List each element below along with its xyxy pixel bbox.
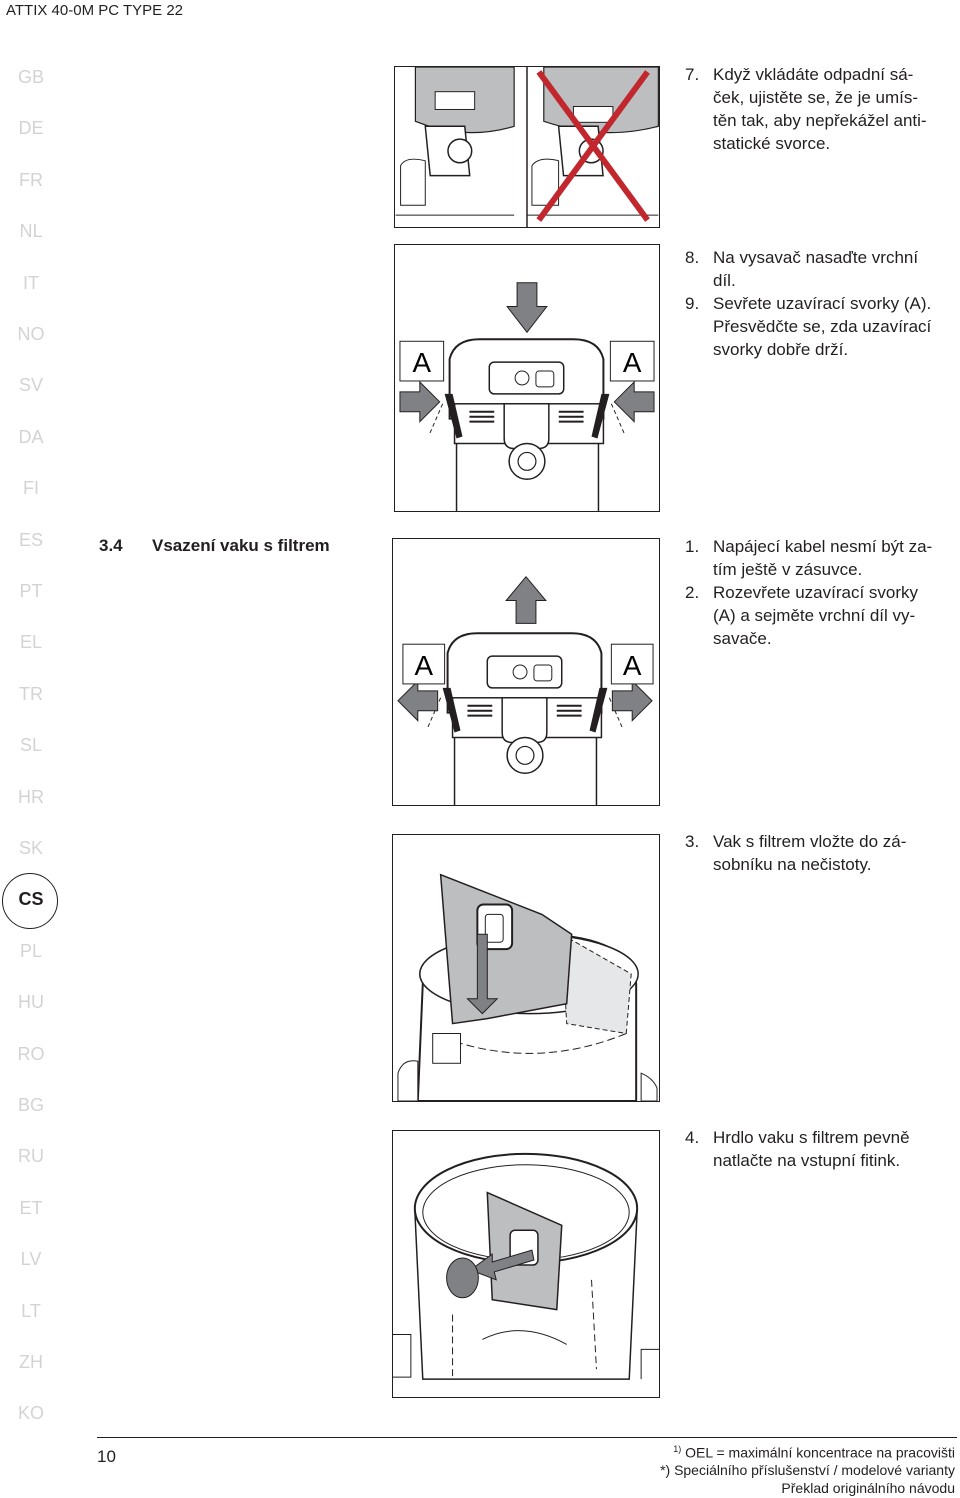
- footnote-oel-text: OEL = maximální koncentrace na pracovišti: [685, 1444, 955, 1461]
- instruction-step: [685, 1126, 910, 1172]
- language-tab-el[interactable]: EL: [19, 632, 43, 653]
- language-tab-zh[interactable]: ZH: [19, 1352, 43, 1372]
- step-text-line: ček, ujistěte se, že je umís-: [713, 88, 919, 107]
- arrow-left-icon: [398, 681, 438, 721]
- language-tab-hu[interactable]: HU: [18, 992, 44, 1013]
- instruction-step: [685, 292, 932, 361]
- step-text-line: Přesvědčte se, zda uzavírací: [713, 317, 932, 336]
- figure-close-clamps: [394, 244, 660, 512]
- step-text-line: statické svorce.: [713, 134, 831, 153]
- step-text-line: díl.: [713, 271, 736, 290]
- section-title: Vsazení vaku s filtrem: [152, 536, 330, 555]
- step-number: 2.: [685, 583, 700, 602]
- step-number: 4.: [685, 1128, 700, 1147]
- step-number: 9.: [685, 294, 700, 313]
- arrow-down-icon: [507, 283, 547, 333]
- figure-insert-filter-bag: [392, 834, 660, 1102]
- language-tab-fr[interactable]: FR: [19, 169, 43, 190]
- clamp-label-left: A: [414, 649, 434, 681]
- step-text-line: savače.: [713, 629, 772, 648]
- language-tab-nl[interactable]: NL: [19, 221, 43, 242]
- instruction-step: [685, 581, 919, 650]
- step-text-line: Napájecí kabel nesmí být za-: [713, 537, 933, 556]
- arrow-left-icon: [614, 382, 654, 422]
- language-tab-bg[interactable]: BG: [17, 1095, 44, 1115]
- step-number: 3.: [685, 832, 700, 851]
- language-tab-sl[interactable]: SL: [19, 735, 43, 756]
- open-clamps-illustration: [393, 539, 659, 805]
- step-text-line: Na vysavač nasaďte vrchní: [713, 248, 919, 267]
- language-tab-lv[interactable]: LV: [20, 1249, 42, 1270]
- clamp-label-left: A: [412, 347, 432, 379]
- figure-press-bag-on-inlet: [392, 1130, 660, 1398]
- footer-divider: [97, 1437, 957, 1438]
- language-tab-ko[interactable]: KO: [17, 1403, 44, 1424]
- clamp-label-right: A: [622, 649, 642, 681]
- language-tab-lt[interactable]: LT: [21, 1300, 41, 1321]
- language-tab-es[interactable]: ES: [18, 529, 43, 550]
- step-text-line: Sevřete uzavírací svorky (A).: [713, 294, 932, 313]
- step-text-line: Vak s filtrem vložte do zá-: [713, 832, 907, 851]
- clamp-label-right: A: [622, 347, 642, 379]
- step-text-line: Hrdlo vaku s filtrem pevně: [713, 1128, 910, 1147]
- step-number: 7.: [685, 65, 700, 84]
- instruction-step: [685, 246, 919, 292]
- language-tab-sv[interactable]: SV: [18, 375, 43, 396]
- language-tab-sk[interactable]: SK: [18, 838, 43, 858]
- arrow-right-icon: [612, 681, 652, 721]
- document-header: ATTIX 40-0M PC TYPE 22: [6, 2, 184, 19]
- language-tab-da[interactable]: DA: [18, 426, 44, 447]
- active-language-circle: [2, 873, 58, 929]
- step-number: 1.: [685, 537, 700, 556]
- step-text-line: Rozevřete uzavírací svorky: [713, 583, 919, 602]
- language-tab-et[interactable]: ET: [19, 1197, 43, 1218]
- step-text-line: těn tak, aby nepřekážel anti-: [713, 111, 927, 130]
- arrow-right-icon: [400, 382, 440, 422]
- press-bag-illustration: [393, 1131, 659, 1397]
- instruction-step: [685, 830, 907, 876]
- language-tab-de[interactable]: DE: [18, 118, 44, 139]
- language-tab-hr[interactable]: HR: [18, 786, 44, 807]
- section-number: 3.4: [99, 536, 123, 555]
- figure-open-clamps: [392, 538, 660, 806]
- insert-bag-illustration: [393, 835, 659, 1101]
- footnote-accessory: *) Speciálního příslušenství / modelové varianty: [660, 1462, 955, 1478]
- language-tab-fi[interactable]: FI: [23, 478, 39, 499]
- footnote-oel: [673, 1444, 955, 1461]
- instruction-step: [685, 535, 933, 581]
- close-clamps-illustration: [395, 245, 659, 511]
- step-text-line: tím ještě v zásuvce.: [713, 560, 863, 579]
- language-tab-gb[interactable]: GB: [17, 67, 44, 87]
- language-tab-cs[interactable]: CS: [18, 889, 44, 910]
- language-tab-pl[interactable]: PL: [19, 940, 43, 961]
- step-text-line: sobníku na nečistoty.: [713, 855, 872, 874]
- arrow-up-icon: [506, 577, 546, 624]
- step-text-line: (A) a sejměte vrchní díl vy-: [713, 606, 916, 625]
- step-text-line: natlačte na vstupní fitink.: [713, 1151, 901, 1170]
- language-tab-ru[interactable]: RU: [18, 1146, 44, 1167]
- step-text-line: Když vkládáte odpadní sá-: [713, 65, 914, 84]
- bag-clip-illustration: [395, 67, 659, 227]
- step-number: 8.: [685, 248, 700, 267]
- language-tab-pt[interactable]: PT: [19, 581, 43, 601]
- language-tab-ro[interactable]: RO: [17, 1043, 45, 1064]
- figure-bag-clip-placement: [394, 66, 660, 228]
- step-text-line: svorky dobře drží.: [713, 340, 849, 359]
- instruction-step: [685, 63, 927, 155]
- language-tab-no[interactable]: NO: [17, 324, 45, 344]
- footnote-translation: Překlad originálního návodu: [781, 1480, 955, 1496]
- footnote-marker: 1): [673, 1444, 682, 1454]
- language-tab-tr[interactable]: TR: [19, 683, 43, 704]
- page-number: 10: [97, 1447, 116, 1466]
- language-tab-it[interactable]: IT: [23, 272, 39, 293]
